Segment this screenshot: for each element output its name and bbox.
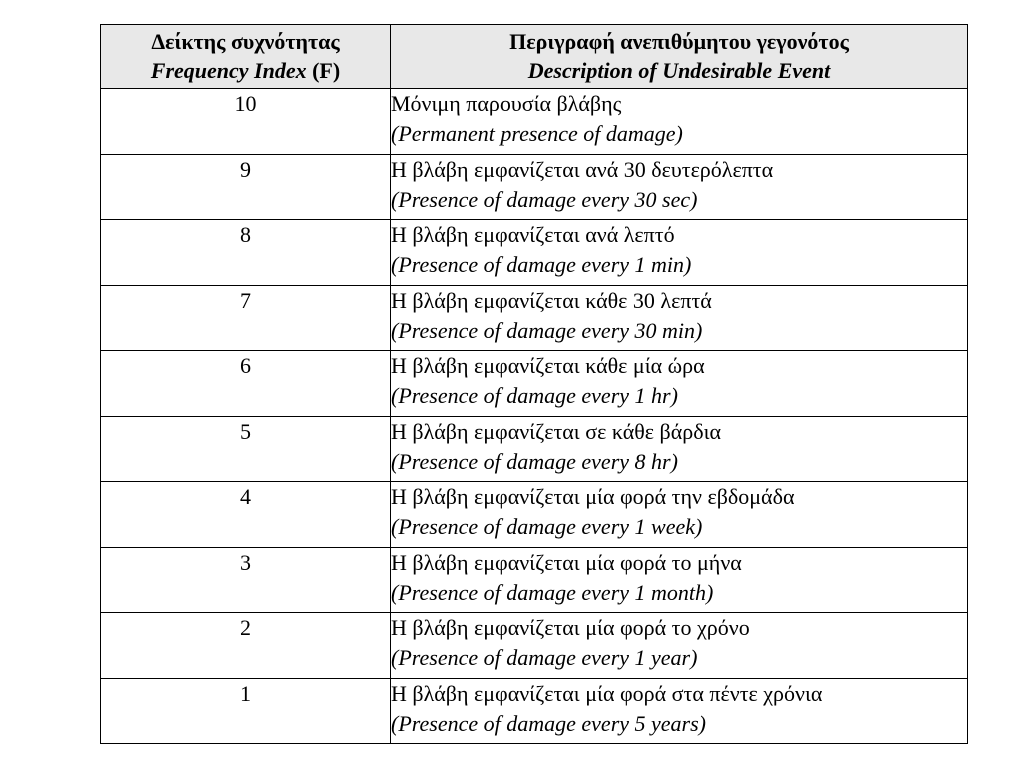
description-greek: Η βλάβη εμφανίζεται σε κάθε βάρδια	[391, 418, 722, 444]
description-english: (Presence of damage every 5 years)	[391, 710, 706, 736]
frequency-index-cell: 7	[101, 285, 391, 351]
description-english: (Presence of damage every 30 min)	[391, 317, 703, 343]
frequency-index-cell: 3	[101, 547, 391, 613]
header-index-english-text: Frequency Index	[150, 58, 307, 83]
frequency-index-cell: 5	[101, 416, 391, 482]
description-greek: Μόνιμη παρουσία βλάβης	[391, 91, 622, 116]
frequency-index-cell: 10	[101, 89, 391, 155]
description-cell	[391, 154, 968, 220]
description-greek: Η βλάβη εμφανίζεται ανά λεπτό	[391, 222, 675, 247]
description-english: (Presence of damage every 1 month)	[391, 579, 714, 605]
description-greek: Η βλάβη εμφανίζεται μία φορά το χρόνο	[391, 615, 750, 640]
table-row	[101, 613, 968, 679]
header-row	[101, 25, 968, 89]
frequency-index-cell: 2	[101, 613, 391, 679]
description-english: (Presence of damage every 30 sec)	[391, 186, 698, 212]
description-english: (Presence of damage every 1 year)	[391, 645, 698, 670]
header-index-english	[101, 56, 390, 85]
table-row	[101, 416, 968, 482]
description-greek: Η βλάβη εμφανίζεται ανά 30 δευτερόλεπτα	[391, 156, 774, 182]
table-row	[101, 547, 968, 613]
frequency-index-cell: 9	[101, 154, 391, 220]
header-description	[391, 25, 968, 89]
description-english: (Presence of damage every 1 hr)	[391, 383, 678, 408]
description-cell	[391, 547, 968, 613]
description-cell	[391, 482, 968, 548]
description-cell	[391, 613, 968, 679]
table-row	[101, 89, 968, 155]
table-row	[101, 220, 968, 286]
description-english: (Permanent presence of damage)	[391, 121, 683, 146]
table-header	[101, 25, 968, 89]
description-english: (Presence of damage every 8 hr)	[391, 448, 678, 474]
table-row	[101, 351, 968, 417]
description-cell	[391, 220, 968, 286]
header-frequency-index	[101, 25, 391, 89]
frequency-index-cell: 8	[101, 220, 391, 286]
description-greek: Η βλάβη εμφανίζεται μία φορά στα πέντε χρόνια	[391, 680, 823, 706]
description-english: (Presence of damage every 1 week)	[391, 514, 703, 539]
frequency-index-cell: 6	[101, 351, 391, 417]
description-cell	[391, 678, 968, 744]
description-greek: Η βλάβη εμφανίζεται κάθε 30 λεπτά	[391, 287, 712, 313]
header-index-greek: Δείκτης συχνότητας	[151, 29, 340, 54]
description-cell	[391, 416, 968, 482]
table-row	[101, 285, 968, 351]
frequency-index-table	[100, 24, 968, 744]
header-desc-english: Description of Undesirable Event	[527, 58, 831, 83]
description-cell	[391, 351, 968, 417]
table-row	[101, 154, 968, 220]
header-desc-greek: Περιγραφή ανεπιθύμητου γεγονότος	[509, 29, 849, 54]
description-cell	[391, 89, 968, 155]
description-english: (Presence of damage every 1 min)	[391, 252, 692, 277]
description-greek: Η βλάβη εμφανίζεται μία φορά το μήνα	[391, 549, 742, 575]
table-body	[101, 89, 968, 744]
frequency-index-cell: 1	[101, 678, 391, 744]
description-greek: Η βλάβη εμφανίζεται μία φορά την εβδομάδα	[391, 484, 795, 509]
description-cell	[391, 285, 968, 351]
table-row	[101, 482, 968, 548]
header-index-f-letter: (F)	[312, 58, 341, 83]
description-greek: Η βλάβη εμφανίζεται κάθε μία ώρα	[391, 353, 705, 378]
frequency-index-cell: 4	[101, 482, 391, 548]
table-row	[101, 678, 968, 744]
